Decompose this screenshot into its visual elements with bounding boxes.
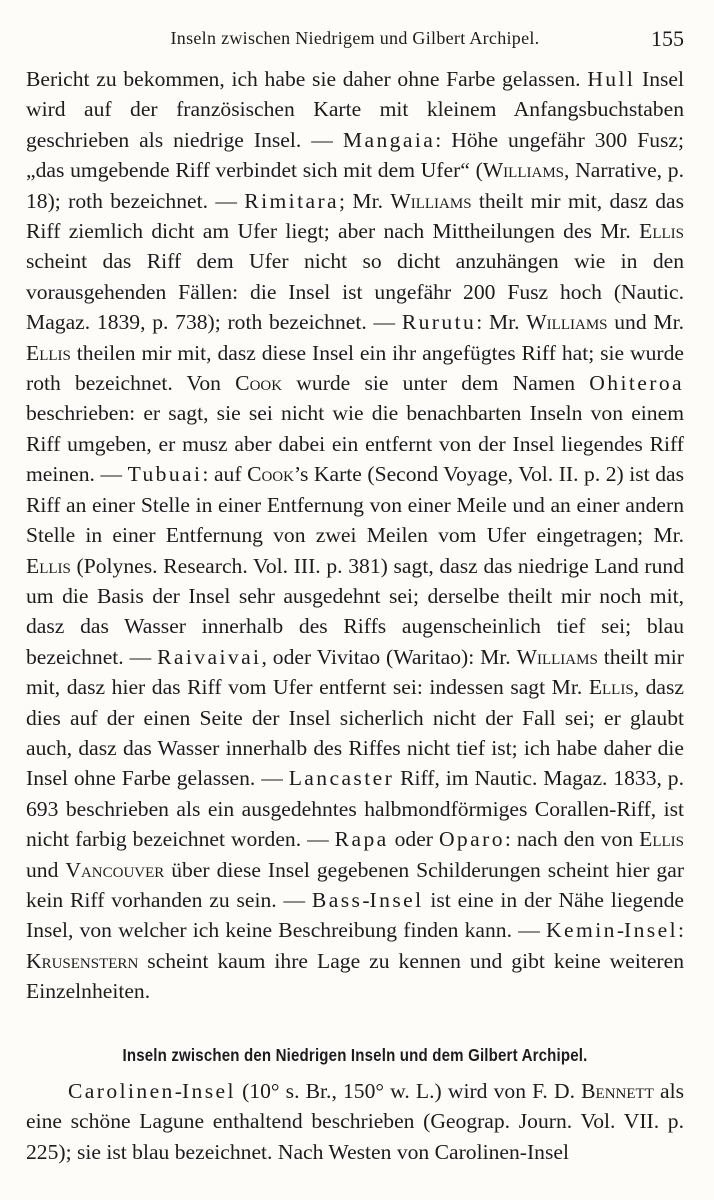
text-run: , dasz dies auf der einen Seite der Insel sicherlich nicht der Fall sei; er glaubt auch, dasz das Wasser innerhalb des Riffes nicht tief ist; ich habe daher die Insel ohne Farbe gelassen. — (26, 675, 684, 791)
text-run: und (26, 857, 66, 882)
author-name: Cook (235, 371, 283, 396)
author-name: Ellis (639, 219, 684, 244)
text-run: wurde sie unter dem Namen (282, 371, 590, 396)
text-run: Riff, im Nautic. Magaz. 1833, p. 693 beschrieben als ein ausgedehntes halbmondförmiges Corallen-Riff, ist nicht farbig bezeichnet worden. — (26, 766, 684, 852)
text-run: Insel wird auf der französischen Karte mit kleinem Anfangsbuchstaben geschrieben als niedrige Insel. — (26, 67, 685, 152)
author-name: Bennett (581, 1079, 654, 1103)
text-run: theilt mir mit, dasz hier das Riff vom Ufer entfernt sei: indessen sagt Mr. (26, 644, 684, 700)
text-run: : auf (202, 462, 248, 487)
body-paragraph (26, 64, 684, 1007)
author-name: Williams (516, 644, 598, 669)
island-name: Lancaster (288, 766, 395, 791)
island-name: Insel (369, 887, 424, 912)
text-run: , Narrative, p. 18); roth bezeichnet. — (26, 158, 684, 213)
text-run: scheint kaum ihre Lage zu kennen und gibt keine weiteren Einzelnheiten. (26, 948, 684, 1004)
author-name: Williams (390, 188, 472, 213)
island-name: Bass (311, 887, 363, 912)
text-run: - (362, 887, 370, 912)
text-run: theilen mir mit, dasz diese Insel ein ihr angefügtes Riff hat; sie wurde roth bezeichnet. Von (26, 340, 684, 396)
text-run: Bericht zu bekommen, ich habe sie daher ohne Farbe gelassen. (26, 67, 588, 91)
author-name: Ellis (26, 553, 71, 578)
text-run: scheint das Riff dem Ufer nicht so dicht anzuhängen wie in den vorausgehenden Fällen: die Insel ist ungefähr 200 Fusz hoch (Nautic. Magaz. 1839, p. 738); roth bezeichnet. — (26, 249, 684, 335)
author-name: Williams (482, 158, 565, 183)
running-title: Inseln zwischen Niedrigem und Gilbert Archipel. (170, 28, 540, 48)
island-name: Rapa (334, 827, 389, 852)
text-run: ist eine in der Nähe liegende Insel, von welcher ich keine Beschreibung finden kann. — (26, 887, 684, 943)
text-run: (Polynes. Research. Vol. III. p. 381) sagt, dasz das niedrige Land rund um die Basis der Insel sehr ausgedehnt sei; derselbe theilt mir noch mit, dasz das Wasser innerhalb des Riffs augenscheinlich tief sei; blau bezeichnet. — (26, 553, 684, 669)
author-name: Williams (526, 310, 608, 335)
text-run: (10° s. Br., 150° w. L.) wird von F. D. (235, 1079, 582, 1103)
text-run: als eine schöne Lagune enthaltend beschrieben (Geograp. Journ. Vol. VII. p. 225); sie ist blau bezeichnet. Nach Westen von Carolinen-Insel (26, 1079, 685, 1164)
text-run: ; Mr. (339, 188, 391, 213)
island-name: Raivaivai (157, 644, 262, 669)
island-name: Rimitara (244, 188, 340, 213)
text-run: über diese Insel gegebenen Schilderungen scheint hier gar kein Riff vorhanden zu sein. — (26, 857, 685, 912)
text-run: - (174, 1079, 182, 1103)
island-name: Rurutu (401, 310, 477, 335)
page-number: 155 (651, 26, 684, 51)
island-name: Carolinen (68, 1079, 175, 1103)
text-run: - (616, 918, 625, 943)
island-name: Tubuai (127, 462, 203, 487)
text-run: : Mr. (476, 310, 527, 335)
section-heading: Inseln zwischen den Niedrigen Inseln und dem Gilbert Archipel. (122, 1045, 588, 1065)
text-run: : Höhe ungefähr 300 Fusz; „das umgebende Riff verbindet sich mit dem Ufer“ ( (26, 127, 684, 183)
text-run: : (678, 918, 684, 943)
island-name: Insel (624, 918, 678, 943)
text-run: : nach den von (504, 827, 640, 852)
body-text (26, 64, 684, 1007)
section-paragraph (26, 1076, 684, 1167)
author-name: Cook (247, 462, 294, 487)
author-name: Vancouver (65, 857, 165, 882)
author-name: Ellis (639, 827, 684, 852)
text-run: beschrieben: er sagt, sie sei nicht wie die benachbarten Inseln von einem Riff umgeben, er musz aber dabei ein entfernt von der Insel liegendes Riff meinen. — (26, 401, 684, 487)
author-name: Krusenstern (26, 948, 139, 973)
island-name: Ohiteroa (589, 371, 684, 396)
island-name: Kemin (546, 918, 617, 943)
island-name: Oparo (438, 827, 505, 852)
island-name: Mangaia (342, 127, 436, 152)
section-text (26, 1076, 684, 1167)
text-run: ’s Karte (Second Voyage, Vol. II. p. 2) ist das Riff an einer Stelle in einer Entfernung von einer Meile und an einer andern Stelle in einer Entfernung von zwei Meilen vom Ufer eingetragen; Mr. (26, 462, 684, 548)
author-name: Ellis (26, 340, 71, 365)
text-run: , oder Vivitao (Waritao): Mr. (261, 644, 517, 669)
island-name: Insel (181, 1079, 236, 1103)
text-run: und Mr. (607, 310, 684, 335)
running-head (26, 22, 684, 54)
island-name: Hull (587, 67, 636, 91)
author-name: Ellis (588, 675, 634, 700)
text-run: oder (388, 827, 439, 852)
text-run: theilt mir mit, dasz das Riff ziemlich dicht am Ufer liegt; aber nach Mittheilungen des Mr. (26, 188, 684, 244)
